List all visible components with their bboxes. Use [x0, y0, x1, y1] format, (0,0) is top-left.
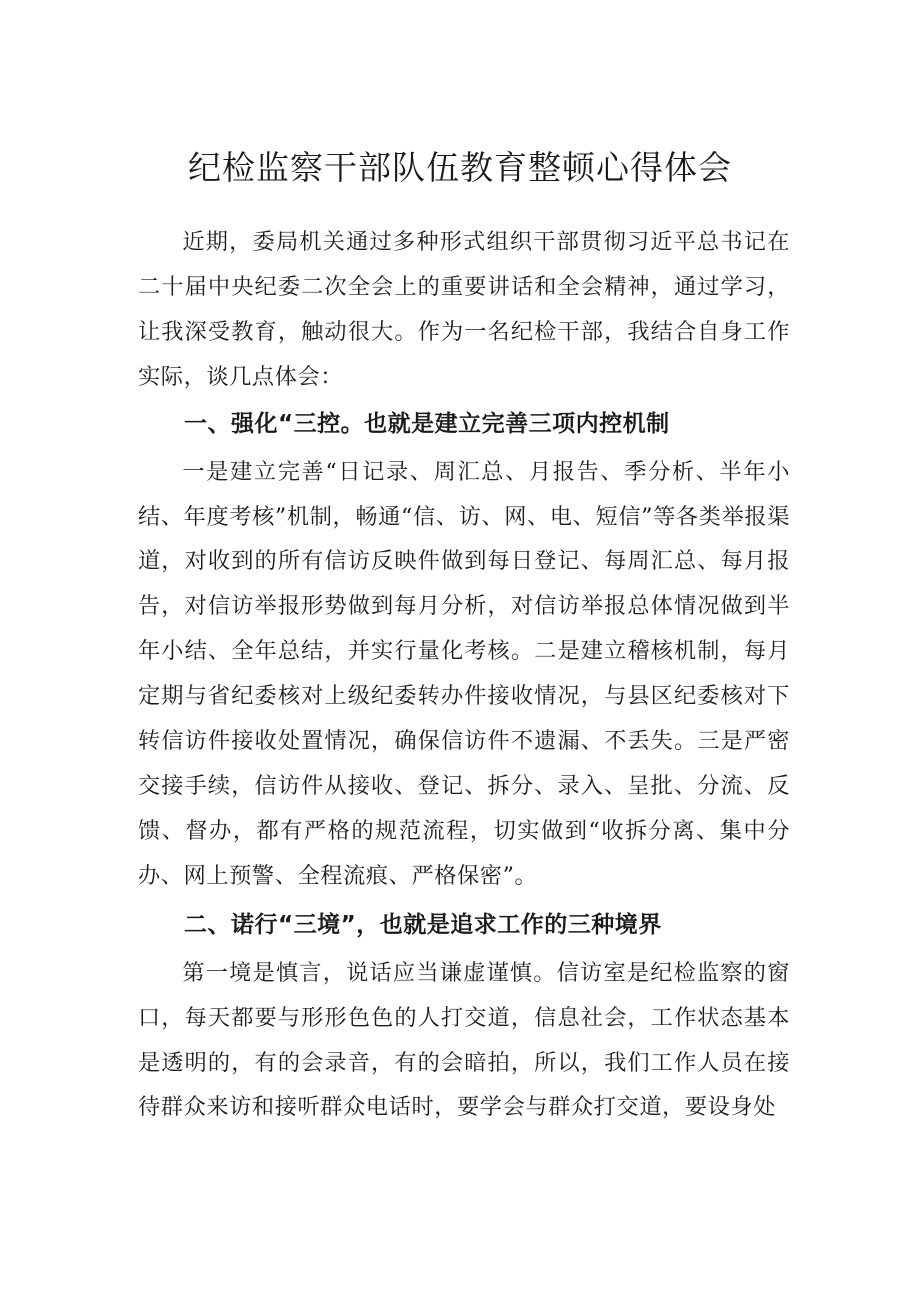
- intro-paragraph: 近期，委局机关通过多种形式组织干部贯彻习近平总书记在二十届中央纪委二次全会上的重要讲话和全会精神，通过学习，让我深受教育，触动很大。作为一名纪检干部，我结合自身工作实际，谈几点体会：: [138, 229, 790, 390]
- section-1-paragraph: 一是建立完善“日记录、周汇总、月报告、季分析、半年小结、年度考核”机制，畅通“信、访、网、电、短信”等各类举报渠道，对收到的所有信访反映件做到每日登记、每周汇总、每月报告，对信访举报形势做到每月分析，对信访举报总体情况做到半年小结、全年总结，并实行量化考核。二是建立稽核机制，每月定期与省纪委核对上级纪委转办件接收情况，与县区纪委核对下转信访件接收处置情况，确保信访件不遗漏、不丢失。三是严密交接手续，信访件从接收、登记、拆分、录入、呈批、分流、反馈、督办，都有严格的规范流程，切实做到“收拆分离、集中分办、网上预警、全程流痕、严格保密”。: [138, 458, 790, 889]
- section-2-paragraph: 第一境是慎言，说话应当谦虚谨慎。信访室是纪检监察的窗口，每天都要与形形色色的人打交道，信息社会，工作状态基本是透明的，有的会录音，有的会暗拍，所以，我们工作人员在接待群众来访和接听群众电话时，要学会与群众打交道，要设身处: [138, 959, 790, 1121]
- document-body: [138, 220, 790, 1130]
- section-2-heading: 二、诺行“三境”，也就是追求工作的三种境界: [184, 911, 662, 938]
- section-1-heading: 一、强化“三控。也就是建立完善三项内控机制: [184, 410, 670, 437]
- document-title: 纪检监察干部队伍教育整顿心得体会: [188, 148, 732, 187]
